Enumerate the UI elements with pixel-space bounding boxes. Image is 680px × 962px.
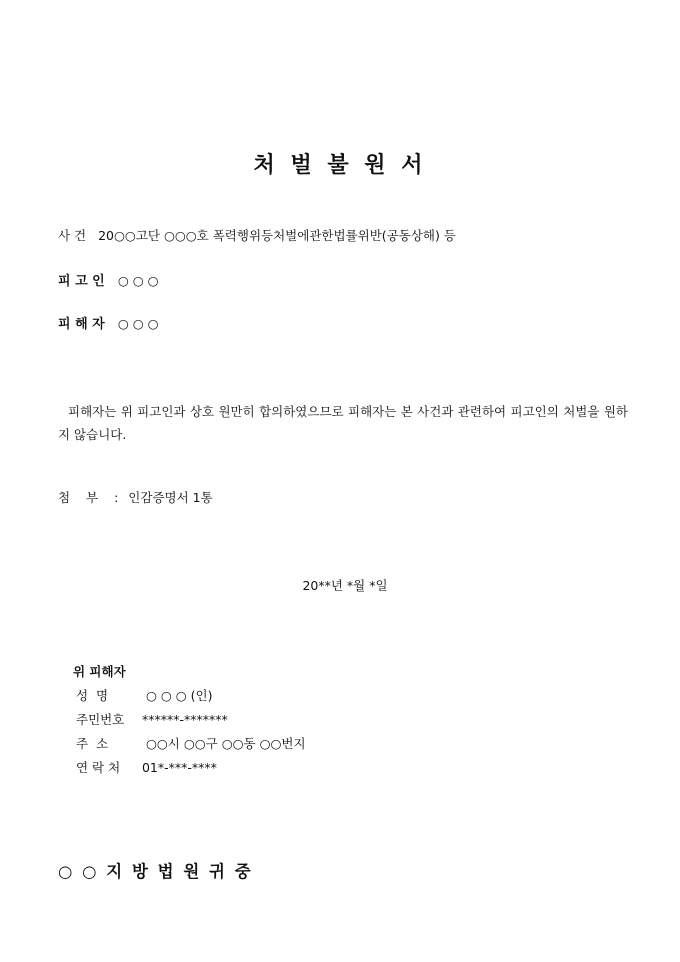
signature-name-value: ○ ○ ○ (인) <box>145 688 213 703</box>
case-line <box>58 226 456 244</box>
document-title: 처 벌 불 원 서 <box>253 152 427 178</box>
signature-address-label: 주 소 <box>76 736 109 751</box>
attachment-label: 첨 부 : <box>58 490 125 505</box>
case-value: 20○○고단 ○○○호 폭력행위등처벌에관한법률위반(공동상해) 등 <box>98 228 456 243</box>
signature-id-row <box>76 710 228 728</box>
signature-id-label: 주민번호 <box>76 712 125 727</box>
signature-heading: 위 피해자 <box>73 664 126 679</box>
victim-value: ○ ○ ○ <box>117 316 159 331</box>
court-addressee: ○ ○ 지 방 법 원 귀 중 <box>58 862 253 881</box>
attachment-line <box>58 488 213 506</box>
case-label: 사 건 <box>58 228 87 243</box>
victim-line <box>58 313 159 332</box>
signature-name-label: 성 명 <box>76 688 109 703</box>
defendant-value: ○ ○ ○ <box>117 273 159 288</box>
defendant-line <box>58 270 159 289</box>
statement-body <box>58 400 628 446</box>
victim-label: 피 해 자 <box>58 317 105 332</box>
signature-address-row <box>76 734 306 752</box>
date: 20**년 *월 *일 <box>302 578 388 593</box>
signature-name-row <box>76 686 212 704</box>
defendant-label: 피 고 인 <box>58 274 105 289</box>
signature-address-value: ○○시 ○○구 ○○동 ○○번지 <box>145 736 306 751</box>
signature-contact-label: 연 락 처 <box>76 760 121 775</box>
signature-contact-value: 01*-***-**** <box>141 760 217 775</box>
signature-id-value: ******-******* <box>141 712 228 727</box>
attachment-value: 인감증명서 1통 <box>128 490 213 505</box>
signature-contact-row <box>76 758 217 776</box>
statement-text: 피해자는 위 피고인과 상호 원만히 합의하였으므로 피해자는 본 사건과 관련하여 피고인의 처벌을 원하지 않습니다. <box>58 404 628 442</box>
